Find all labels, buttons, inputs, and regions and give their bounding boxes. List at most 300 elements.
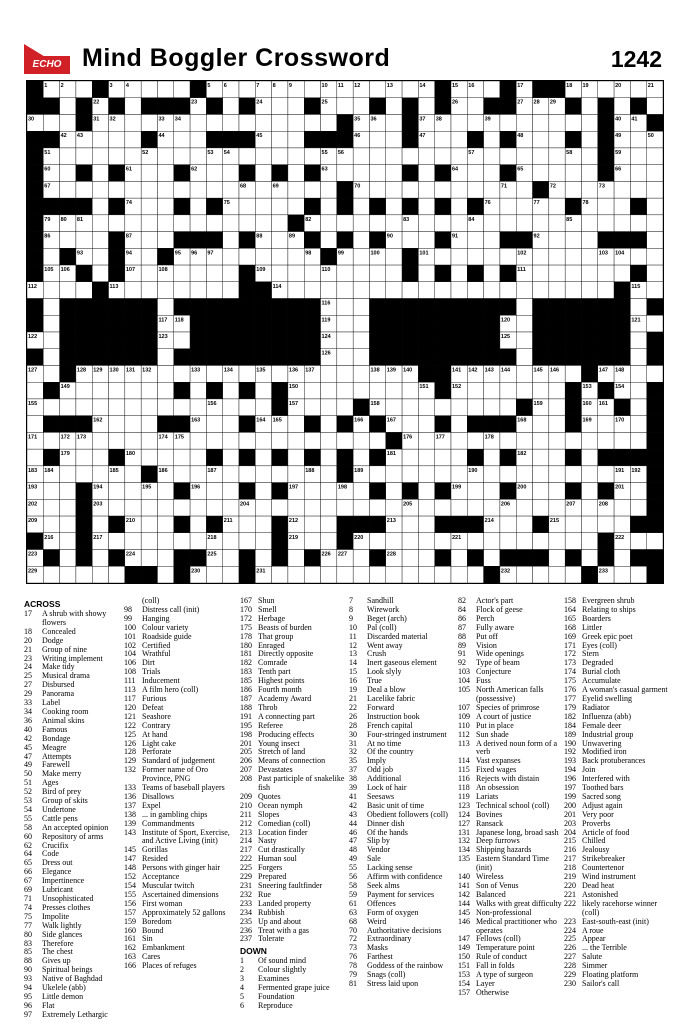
grid-cell[interactable]: [533, 215, 549, 232]
grid-cell[interactable]: [369, 466, 385, 483]
grid-cell[interactable]: [304, 566, 320, 583]
grid-cell[interactable]: [533, 483, 549, 500]
grid-cell[interactable]: [141, 165, 157, 182]
grid-cell[interactable]: [402, 181, 418, 198]
grid-cell[interactable]: [125, 98, 141, 115]
grid-cell[interactable]: [76, 466, 92, 483]
grid-cell[interactable]: [239, 432, 255, 449]
grid-cell[interactable]: [418, 516, 434, 533]
grid-cell[interactable]: [223, 466, 239, 483]
grid-cell[interactable]: [92, 198, 108, 215]
grid-cell[interactable]: [109, 399, 125, 416]
grid-cell[interactable]: [141, 449, 157, 466]
grid-cell[interactable]: [321, 449, 337, 466]
grid-cell[interactable]: [516, 315, 532, 332]
grid-cell[interactable]: [60, 466, 76, 483]
grid-cell[interactable]: [206, 499, 222, 516]
grid-cell[interactable]: [549, 566, 565, 583]
grid-cell[interactable]: [484, 265, 500, 282]
grid-cell[interactable]: [533, 265, 549, 282]
grid-cell[interactable]: [43, 332, 59, 349]
grid-cell[interactable]: [174, 466, 190, 483]
grid-cell[interactable]: [549, 432, 565, 449]
grid-cell[interactable]: [484, 382, 500, 399]
grid-cell[interactable]: [174, 449, 190, 466]
grid-cell[interactable]: [288, 98, 304, 115]
grid-cell[interactable]: [337, 265, 353, 282]
grid-cell[interactable]: [304, 533, 320, 550]
grid-cell[interactable]: [484, 533, 500, 550]
grid-cell[interactable]: [467, 399, 483, 416]
grid-cell[interactable]: [337, 165, 353, 182]
grid-cell[interactable]: [418, 533, 434, 550]
grid-cell[interactable]: [43, 248, 59, 265]
grid-cell[interactable]: [369, 282, 385, 299]
grid-cell[interactable]: [288, 181, 304, 198]
grid-cell[interactable]: [418, 499, 434, 516]
grid-cell[interactable]: [141, 198, 157, 215]
grid-cell[interactable]: [255, 432, 271, 449]
grid-cell[interactable]: [157, 349, 173, 366]
grid-cell[interactable]: [190, 466, 206, 483]
grid-cell[interactable]: [321, 416, 337, 433]
grid-cell[interactable]: [533, 499, 549, 516]
grid-cell[interactable]: [60, 148, 76, 165]
grid-cell[interactable]: [190, 131, 206, 148]
grid-cell[interactable]: [630, 349, 646, 366]
grid-cell[interactable]: [304, 432, 320, 449]
grid-cell[interactable]: [337, 282, 353, 299]
grid-cell[interactable]: [353, 566, 369, 583]
grid-cell[interactable]: [533, 566, 549, 583]
grid-cell[interactable]: [190, 265, 206, 282]
grid-cell[interactable]: [467, 282, 483, 299]
grid-cell[interactable]: [223, 165, 239, 182]
grid-cell[interactable]: [565, 248, 581, 265]
grid-cell[interactable]: [157, 282, 173, 299]
grid-cell[interactable]: [109, 215, 125, 232]
grid-cell[interactable]: [141, 416, 157, 433]
grid-cell[interactable]: [353, 248, 369, 265]
grid-cell[interactable]: [43, 516, 59, 533]
grid-cell[interactable]: [60, 232, 76, 249]
grid-cell[interactable]: [369, 533, 385, 550]
grid-cell[interactable]: [581, 516, 597, 533]
grid-cell[interactable]: [255, 449, 271, 466]
grid-cell[interactable]: [418, 265, 434, 282]
grid-cell[interactable]: [630, 416, 646, 433]
grid-cell[interactable]: [141, 248, 157, 265]
grid-cell[interactable]: [386, 265, 402, 282]
grid-cell[interactable]: [500, 198, 516, 215]
grid-cell[interactable]: [321, 365, 337, 382]
grid-cell[interactable]: [435, 181, 451, 198]
grid-cell[interactable]: [190, 533, 206, 550]
grid-cell[interactable]: [451, 215, 467, 232]
grid-cell[interactable]: [386, 399, 402, 416]
grid-cell[interactable]: [500, 148, 516, 165]
grid-cell[interactable]: [174, 499, 190, 516]
grid-cell[interactable]: [581, 131, 597, 148]
grid-cell[interactable]: [435, 466, 451, 483]
grid-cell[interactable]: [223, 215, 239, 232]
grid-cell[interactable]: [647, 232, 663, 249]
grid-cell[interactable]: [565, 265, 581, 282]
grid-cell[interactable]: [451, 499, 467, 516]
grid-cell[interactable]: [174, 181, 190, 198]
grid-cell[interactable]: [581, 98, 597, 115]
grid-cell[interactable]: [321, 483, 337, 500]
grid-cell[interactable]: [337, 365, 353, 382]
grid-cell[interactable]: [418, 282, 434, 299]
grid-cell[interactable]: [157, 516, 173, 533]
grid-cell[interactable]: [157, 483, 173, 500]
grid-cell[interactable]: [190, 114, 206, 131]
grid-cell[interactable]: [614, 566, 630, 583]
grid-cell[interactable]: [565, 165, 581, 182]
grid-cell[interactable]: [451, 449, 467, 466]
grid-cell[interactable]: [92, 432, 108, 449]
grid-cell[interactable]: [288, 198, 304, 215]
grid-cell[interactable]: [581, 248, 597, 265]
grid-cell[interactable]: [353, 198, 369, 215]
grid-cell[interactable]: [353, 432, 369, 449]
grid-cell[interactable]: [484, 148, 500, 165]
grid-cell[interactable]: [125, 131, 141, 148]
grid-cell[interactable]: [484, 248, 500, 265]
grid-cell[interactable]: [109, 148, 125, 165]
grid-cell[interactable]: [614, 550, 630, 567]
grid-cell[interactable]: [92, 449, 108, 466]
grid-cell[interactable]: [598, 516, 614, 533]
grid-cell[interactable]: [92, 131, 108, 148]
grid-cell[interactable]: [76, 399, 92, 416]
grid-cell[interactable]: [157, 232, 173, 249]
grid-cell[interactable]: [386, 148, 402, 165]
grid-cell[interactable]: [500, 466, 516, 483]
grid-cell[interactable]: [386, 131, 402, 148]
grid-cell[interactable]: [272, 98, 288, 115]
grid-cell[interactable]: [500, 248, 516, 265]
grid-cell[interactable]: [581, 181, 597, 198]
grid-cell[interactable]: [353, 265, 369, 282]
grid-cell[interactable]: [402, 533, 418, 550]
grid-cell[interactable]: [581, 165, 597, 182]
grid-cell[interactable]: [647, 148, 663, 165]
grid-cell[interactable]: [272, 215, 288, 232]
grid-cell[interactable]: [125, 399, 141, 416]
grid-cell[interactable]: [647, 315, 663, 332]
grid-cell[interactable]: [92, 466, 108, 483]
grid-cell[interactable]: [533, 466, 549, 483]
grid-cell[interactable]: [141, 533, 157, 550]
grid-cell[interactable]: [141, 432, 157, 449]
grid-cell[interactable]: [435, 533, 451, 550]
grid-cell[interactable]: [549, 265, 565, 282]
grid-cell[interactable]: [418, 399, 434, 416]
grid-cell[interactable]: [484, 449, 500, 466]
grid-cell[interactable]: [353, 483, 369, 500]
grid-cell[interactable]: [321, 499, 337, 516]
grid-cell[interactable]: [92, 265, 108, 282]
grid-cell[interactable]: [239, 466, 255, 483]
grid-cell[interactable]: [630, 131, 646, 148]
grid-cell[interactable]: [125, 382, 141, 399]
grid-cell[interactable]: [451, 131, 467, 148]
grid-cell[interactable]: [614, 98, 630, 115]
grid-cell[interactable]: [60, 98, 76, 115]
grid-cell[interactable]: [630, 533, 646, 550]
grid-cell[interactable]: [223, 449, 239, 466]
grid-cell[interactable]: [435, 131, 451, 148]
grid-cell[interactable]: [239, 148, 255, 165]
grid-cell[interactable]: [43, 114, 59, 131]
grid-cell[interactable]: [321, 198, 337, 215]
grid-cell[interactable]: [418, 98, 434, 115]
grid-cell[interactable]: [533, 131, 549, 148]
grid-cell[interactable]: [288, 282, 304, 299]
grid-cell[interactable]: [206, 432, 222, 449]
grid-cell[interactable]: [353, 332, 369, 349]
grid-cell[interactable]: [451, 148, 467, 165]
grid-cell[interactable]: [60, 181, 76, 198]
grid-cell[interactable]: [353, 382, 369, 399]
grid-cell[interactable]: [337, 215, 353, 232]
grid-cell[interactable]: [272, 198, 288, 215]
grid-cell[interactable]: [304, 114, 320, 131]
grid-cell[interactable]: [206, 215, 222, 232]
grid-cell[interactable]: [141, 81, 157, 98]
grid-cell[interactable]: [435, 399, 451, 416]
grid-cell[interactable]: [60, 550, 76, 567]
grid-cell[interactable]: [272, 432, 288, 449]
grid-cell[interactable]: [386, 483, 402, 500]
grid-cell[interactable]: [288, 550, 304, 567]
grid-cell[interactable]: [255, 382, 271, 399]
grid-cell[interactable]: [157, 148, 173, 165]
grid-cell[interactable]: [533, 416, 549, 433]
grid-cell[interactable]: [125, 282, 141, 299]
grid-cell[interactable]: [125, 432, 141, 449]
grid-cell[interactable]: [174, 265, 190, 282]
grid-cell[interactable]: [174, 215, 190, 232]
grid-cell[interactable]: [157, 215, 173, 232]
grid-cell[interactable]: [321, 282, 337, 299]
grid-cell[interactable]: [76, 148, 92, 165]
grid-cell[interactable]: [484, 550, 500, 567]
grid-cell[interactable]: [223, 232, 239, 249]
grid-cell[interactable]: [288, 148, 304, 165]
grid-cell[interactable]: [272, 566, 288, 583]
grid-cell[interactable]: [43, 432, 59, 449]
grid-cell[interactable]: [500, 533, 516, 550]
grid-cell[interactable]: [647, 533, 663, 550]
grid-cell[interactable]: [565, 516, 581, 533]
grid-cell[interactable]: [647, 282, 663, 299]
grid-cell[interactable]: [533, 449, 549, 466]
grid-cell[interactable]: [223, 98, 239, 115]
grid-cell[interactable]: [451, 198, 467, 215]
grid-cell[interactable]: [223, 566, 239, 583]
grid-cell[interactable]: [255, 499, 271, 516]
grid-cell[interactable]: [516, 198, 532, 215]
grid-cell[interactable]: [418, 416, 434, 433]
grid-cell[interactable]: [255, 550, 271, 567]
grid-cell[interactable]: [386, 566, 402, 583]
grid-cell[interactable]: [630, 432, 646, 449]
grid-cell[interactable]: [223, 416, 239, 433]
grid-cell[interactable]: [223, 533, 239, 550]
grid-cell[interactable]: [141, 232, 157, 249]
grid-cell[interactable]: [60, 114, 76, 131]
grid-cell[interactable]: [647, 98, 663, 115]
grid-cell[interactable]: [402, 516, 418, 533]
grid-cell[interactable]: [321, 566, 337, 583]
grid-cell[interactable]: [239, 215, 255, 232]
grid-cell[interactable]: [206, 365, 222, 382]
grid-cell[interactable]: [288, 114, 304, 131]
grid-cell[interactable]: [451, 265, 467, 282]
grid-cell[interactable]: [516, 215, 532, 232]
grid-cell[interactable]: [255, 198, 271, 215]
grid-cell[interactable]: [402, 148, 418, 165]
grid-cell[interactable]: [353, 282, 369, 299]
grid-cell[interactable]: [549, 382, 565, 399]
grid-cell[interactable]: [386, 382, 402, 399]
grid-cell[interactable]: [418, 466, 434, 483]
grid-cell[interactable]: [533, 148, 549, 165]
grid-cell[interactable]: [418, 198, 434, 215]
grid-cell[interactable]: [337, 382, 353, 399]
grid-cell[interactable]: [516, 349, 532, 366]
grid-cell[interactable]: [43, 365, 59, 382]
grid-cell[interactable]: [109, 416, 125, 433]
grid-cell[interactable]: [549, 449, 565, 466]
grid-cell[interactable]: [304, 81, 320, 98]
grid-cell[interactable]: [255, 399, 271, 416]
grid-cell[interactable]: [92, 399, 108, 416]
grid-cell[interactable]: [581, 215, 597, 232]
grid-cell[interactable]: [272, 365, 288, 382]
grid-cell[interactable]: [223, 382, 239, 399]
grid-cell[interactable]: [516, 114, 532, 131]
grid-cell[interactable]: [630, 215, 646, 232]
grid-cell[interactable]: [451, 416, 467, 433]
grid-cell[interactable]: [418, 181, 434, 198]
grid-cell[interactable]: [141, 382, 157, 399]
grid-cell[interactable]: [304, 265, 320, 282]
grid-cell[interactable]: [565, 566, 581, 583]
grid-cell[interactable]: [174, 365, 190, 382]
grid-cell[interactable]: [255, 114, 271, 131]
grid-cell[interactable]: [451, 550, 467, 567]
grid-cell[interactable]: [402, 232, 418, 249]
grid-cell[interactable]: [353, 315, 369, 332]
grid-cell[interactable]: [533, 432, 549, 449]
grid-cell[interactable]: [255, 181, 271, 198]
grid-cell[interactable]: [272, 114, 288, 131]
grid-cell[interactable]: [630, 399, 646, 416]
grid-cell[interactable]: [43, 282, 59, 299]
grid-cell[interactable]: [223, 399, 239, 416]
grid-cell[interactable]: [451, 466, 467, 483]
grid-cell[interactable]: [386, 248, 402, 265]
grid-cell[interactable]: [255, 483, 271, 500]
grid-cell[interactable]: [630, 148, 646, 165]
grid-cell[interactable]: [467, 533, 483, 550]
grid-cell[interactable]: [500, 114, 516, 131]
grid-cell[interactable]: [630, 165, 646, 182]
grid-cell[interactable]: [272, 232, 288, 249]
grid-cell[interactable]: [467, 98, 483, 115]
grid-cell[interactable]: [369, 181, 385, 198]
grid-cell[interactable]: [353, 499, 369, 516]
grid-cell[interactable]: [386, 215, 402, 232]
grid-cell[interactable]: [484, 232, 500, 249]
grid-cell[interactable]: [353, 215, 369, 232]
grid-cell[interactable]: [321, 533, 337, 550]
grid-cell[interactable]: [418, 165, 434, 182]
grid-cell[interactable]: [304, 382, 320, 399]
grid-cell[interactable]: [60, 499, 76, 516]
grid-cell[interactable]: [630, 365, 646, 382]
grid-cell[interactable]: [647, 265, 663, 282]
grid-cell[interactable]: [598, 416, 614, 433]
grid-cell[interactable]: [141, 114, 157, 131]
grid-cell[interactable]: [516, 365, 532, 382]
grid-cell[interactable]: [239, 114, 255, 131]
grid-cell[interactable]: [614, 215, 630, 232]
grid-cell[interactable]: [288, 466, 304, 483]
grid-cell[interactable]: [337, 349, 353, 366]
grid-cell[interactable]: [223, 483, 239, 500]
grid-cell[interactable]: [581, 483, 597, 500]
grid-cell[interactable]: [516, 533, 532, 550]
grid-cell[interactable]: [647, 165, 663, 182]
grid-cell[interactable]: [223, 114, 239, 131]
grid-cell[interactable]: [141, 550, 157, 567]
grid-cell[interactable]: [109, 181, 125, 198]
grid-cell[interactable]: [647, 248, 663, 265]
grid-cell[interactable]: [614, 198, 630, 215]
grid-cell[interactable]: [157, 165, 173, 182]
grid-cell[interactable]: [157, 533, 173, 550]
grid-cell[interactable]: [549, 248, 565, 265]
grid-cell[interactable]: [288, 566, 304, 583]
grid-cell[interactable]: [190, 449, 206, 466]
grid-cell[interactable]: [92, 550, 108, 567]
grid-cell[interactable]: [304, 181, 320, 198]
grid-cell[interactable]: [565, 181, 581, 198]
grid-cell[interactable]: [190, 148, 206, 165]
grid-cell[interactable]: [500, 432, 516, 449]
grid-cell[interactable]: [630, 181, 646, 198]
grid-cell[interactable]: [272, 248, 288, 265]
grid-cell[interactable]: [174, 282, 190, 299]
grid-cell[interactable]: [451, 248, 467, 265]
grid-cell[interactable]: [157, 198, 173, 215]
grid-cell[interactable]: [581, 449, 597, 466]
grid-cell[interactable]: [647, 181, 663, 198]
grid-cell[interactable]: [255, 466, 271, 483]
grid-cell[interactable]: [581, 114, 597, 131]
grid-cell[interactable]: [614, 432, 630, 449]
grid-cell[interactable]: [467, 232, 483, 249]
grid-cell[interactable]: [206, 265, 222, 282]
grid-cell[interactable]: [484, 282, 500, 299]
grid-cell[interactable]: [288, 165, 304, 182]
grid-cell[interactable]: [435, 148, 451, 165]
